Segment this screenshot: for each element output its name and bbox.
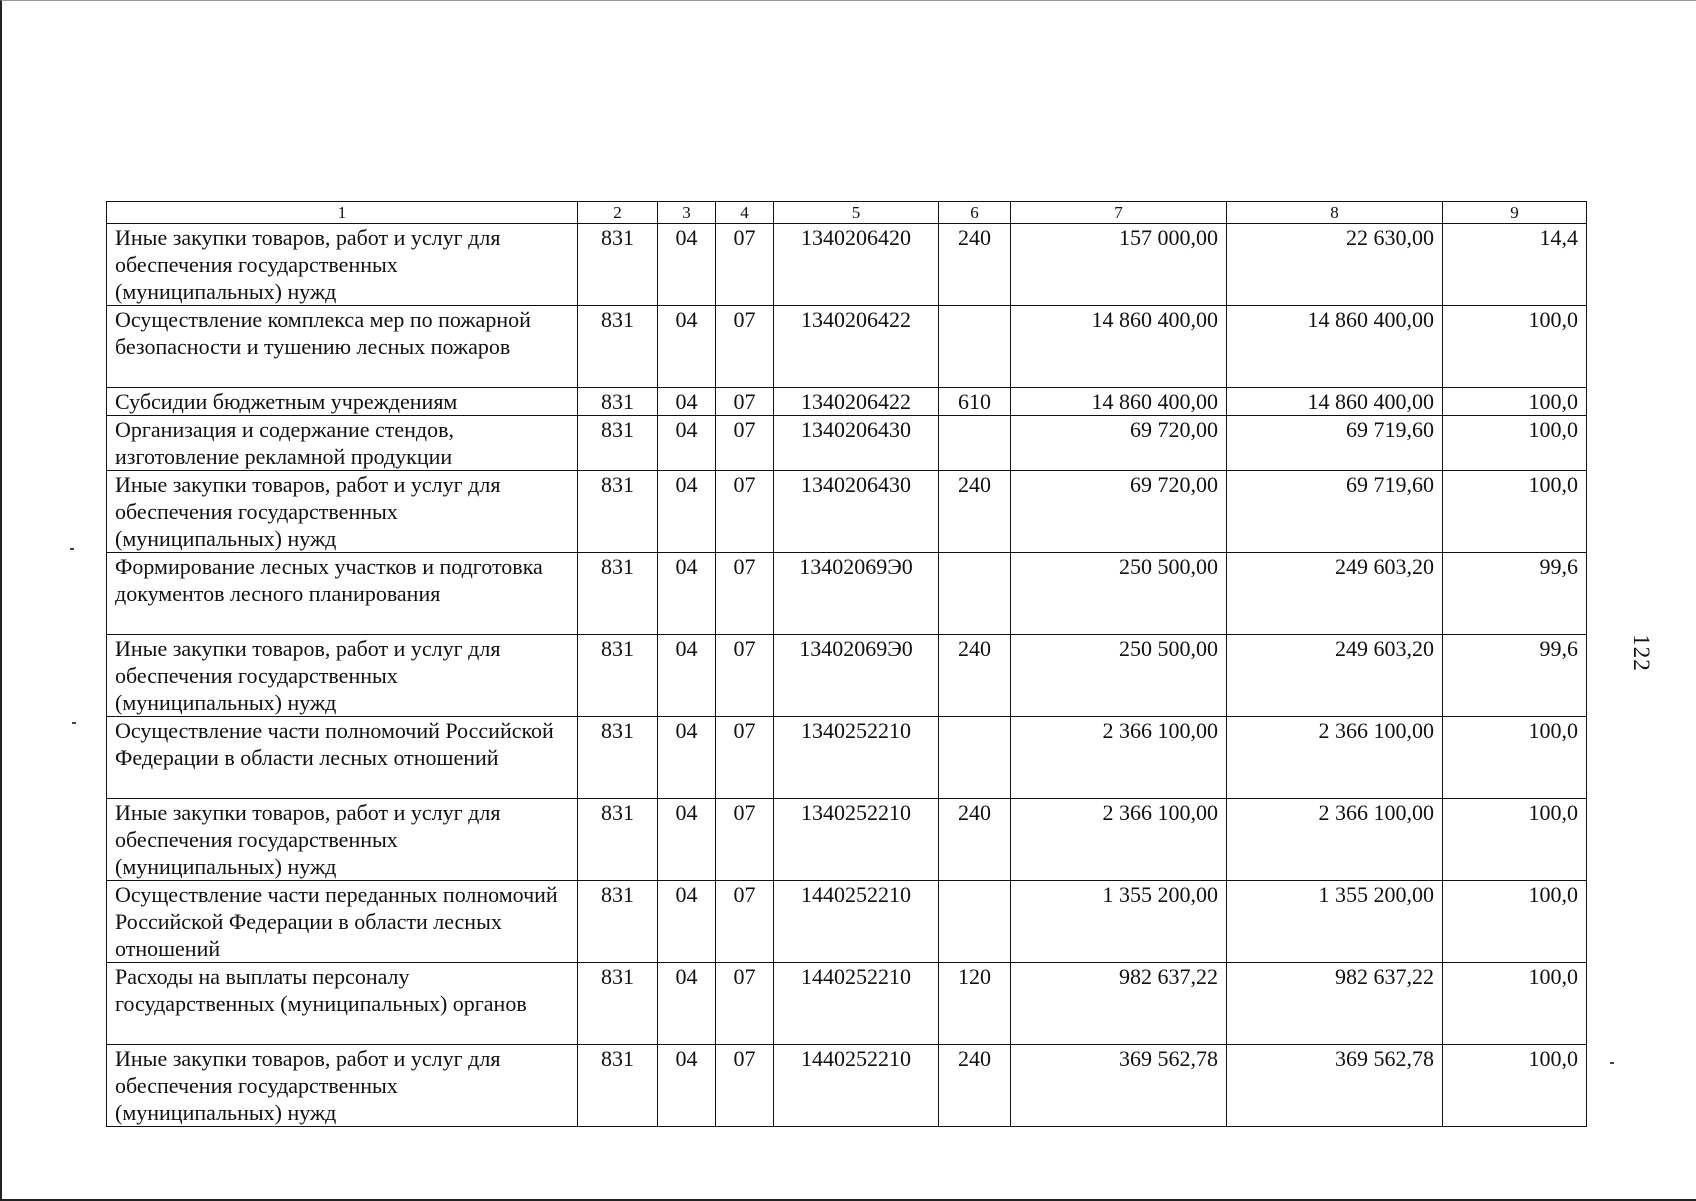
cell-c8: 2 366 100,00 [1227,717,1443,799]
cell-c6: 240 [939,799,1011,881]
table-row [107,963,1587,1045]
cell-c3: 04 [658,224,716,306]
cell-c8: 2 366 100,00 [1227,799,1443,881]
cell-c5: 13402069Э0 [774,635,939,717]
row-name: Иные закупки товаров, работ и услуг для обеспечения государственных (муниципальных) нужд [107,635,578,717]
cell-c5: 1340206422 [774,306,939,388]
row-name: Осуществление части переданных полномочий Российской Федерации в области лесных отношений [107,881,578,963]
cell-c2: 831 [578,1045,658,1127]
cell-c3: 04 [658,471,716,553]
cell-c5: 1340252210 [774,717,939,799]
cell-c2: 831 [578,963,658,1045]
row-name: Иные закупки товаров, работ и услуг для обеспечения государственных (муниципальных) нужд [107,224,578,306]
column-header: 3 [658,202,716,224]
cell-c6: 240 [939,471,1011,553]
cell-c7: 250 500,00 [1011,635,1227,717]
scan-mark [72,722,76,724]
cell-c7: 14 860 400,00 [1011,306,1227,388]
cell-c7: 69 720,00 [1011,471,1227,553]
cell-c9: 14,4 [1443,224,1587,306]
cell-c6 [939,553,1011,635]
row-name: Организация и содержание стендов, изготовление рекламной продукции [107,416,578,471]
cell-c8: 369 562,78 [1227,1045,1443,1127]
cell-c2: 831 [578,553,658,635]
cell-c3: 04 [658,553,716,635]
cell-c5: 1440252210 [774,1045,939,1127]
cell-c4: 07 [716,881,774,963]
column-header: 9 [1443,202,1587,224]
cell-c9: 100,0 [1443,881,1587,963]
cell-c4: 07 [716,388,774,416]
row-name: Иные закупки товаров, работ и услуг для обеспечения государственных (муниципальных) нужд [107,471,578,553]
cell-c3: 04 [658,963,716,1045]
cell-c9: 100,0 [1443,416,1587,471]
table-row [107,635,1587,717]
cell-c2: 831 [578,881,658,963]
cell-c3: 04 [658,881,716,963]
cell-c2: 831 [578,799,658,881]
scan-mark [1610,1062,1614,1064]
column-header: 8 [1227,202,1443,224]
table-row [107,1045,1587,1127]
table-row [107,224,1587,306]
cell-c3: 04 [658,635,716,717]
cell-c2: 831 [578,471,658,553]
cell-c4: 07 [716,471,774,553]
cell-c2: 831 [578,717,658,799]
row-name: Расходы на выплаты персоналу государственных (муниципальных) органов [107,963,578,1045]
cell-c3: 04 [658,416,716,471]
cell-c3: 04 [658,1045,716,1127]
cell-c4: 07 [716,306,774,388]
cell-c7: 14 860 400,00 [1011,388,1227,416]
cell-c7: 157 000,00 [1011,224,1227,306]
cell-c9: 100,0 [1443,471,1587,553]
cell-c7: 2 366 100,00 [1011,717,1227,799]
column-header: 4 [716,202,774,224]
cell-c6 [939,717,1011,799]
cell-c8: 14 860 400,00 [1227,306,1443,388]
cell-c3: 04 [658,717,716,799]
cell-c6: 120 [939,963,1011,1045]
cell-c4: 07 [716,963,774,1045]
table-row [107,306,1587,388]
table-row [107,881,1587,963]
cell-c4: 07 [716,1045,774,1127]
cell-c3: 04 [658,306,716,388]
cell-c5: 1340206430 [774,471,939,553]
cell-c2: 831 [578,224,658,306]
table-row [107,416,1587,471]
header-row [107,202,1587,224]
cell-c8: 69 719,60 [1227,416,1443,471]
cell-c9: 100,0 [1443,388,1587,416]
cell-c5: 1340206420 [774,224,939,306]
column-header: 1 [107,202,578,224]
column-header: 5 [774,202,939,224]
cell-c4: 07 [716,224,774,306]
cell-c8: 982 637,22 [1227,963,1443,1045]
table-row [107,799,1587,881]
cell-c2: 831 [578,416,658,471]
cell-c6 [939,881,1011,963]
column-header: 7 [1011,202,1227,224]
cell-c7: 1 355 200,00 [1011,881,1227,963]
cell-c2: 831 [578,306,658,388]
table-row [107,553,1587,635]
table-row [107,471,1587,553]
cell-c6: 240 [939,224,1011,306]
cell-c3: 04 [658,799,716,881]
cell-c9: 100,0 [1443,306,1587,388]
page-number: 122 [1628,634,1654,672]
cell-c6 [939,306,1011,388]
cell-c5: 1340206422 [774,388,939,416]
cell-c6 [939,416,1011,471]
cell-c5: 1340252210 [774,799,939,881]
cell-c9: 100,0 [1443,717,1587,799]
budget-table [106,201,1587,1127]
cell-c7: 982 637,22 [1011,963,1227,1045]
cell-c9: 100,0 [1443,1045,1587,1127]
column-header: 6 [939,202,1011,224]
row-name: Иные закупки товаров, работ и услуг для обеспечения государственных (муниципальных) нужд [107,799,578,881]
cell-c8: 22 630,00 [1227,224,1443,306]
cell-c5: 1340206430 [774,416,939,471]
row-name: Осуществление части полномочий Российской Федерации в области лесных отношений [107,717,578,799]
cell-c9: 99,6 [1443,635,1587,717]
cell-c2: 831 [578,635,658,717]
cell-c7: 2 366 100,00 [1011,799,1227,881]
cell-c4: 07 [716,799,774,881]
scan-mark [70,548,74,550]
cell-c4: 07 [716,553,774,635]
cell-c4: 07 [716,717,774,799]
cell-c3: 04 [658,388,716,416]
cell-c8: 14 860 400,00 [1227,388,1443,416]
cell-c8: 249 603,20 [1227,553,1443,635]
cell-c8: 249 603,20 [1227,635,1443,717]
cell-c8: 69 719,60 [1227,471,1443,553]
table-row [107,717,1587,799]
cell-c9: 99,6 [1443,553,1587,635]
table-row [107,388,1587,416]
cell-c7: 369 562,78 [1011,1045,1227,1127]
cell-c5: 1440252210 [774,881,939,963]
column-header: 2 [578,202,658,224]
cell-c5: 1440252210 [774,963,939,1045]
cell-c8: 1 355 200,00 [1227,881,1443,963]
cell-c4: 07 [716,635,774,717]
cell-c6: 610 [939,388,1011,416]
row-name: Формирование лесных участков и подготовка документов лесного планирования [107,553,578,635]
cell-c6: 240 [939,1045,1011,1127]
cell-c7: 69 720,00 [1011,416,1227,471]
cell-c5: 13402069Э0 [774,553,939,635]
row-name: Субсидии бюджетным учреждениям [107,388,578,416]
cell-c7: 250 500,00 [1011,553,1227,635]
row-name: Иные закупки товаров, работ и услуг для обеспечения государственных (муниципальных) нужд [107,1045,578,1127]
cell-c9: 100,0 [1443,799,1587,881]
cell-c2: 831 [578,388,658,416]
row-name: Осуществление комплекса мер по пожарной безопасности и тушению лесных пожаров [107,306,578,388]
cell-c6: 240 [939,635,1011,717]
cell-c4: 07 [716,416,774,471]
cell-c9: 100,0 [1443,963,1587,1045]
